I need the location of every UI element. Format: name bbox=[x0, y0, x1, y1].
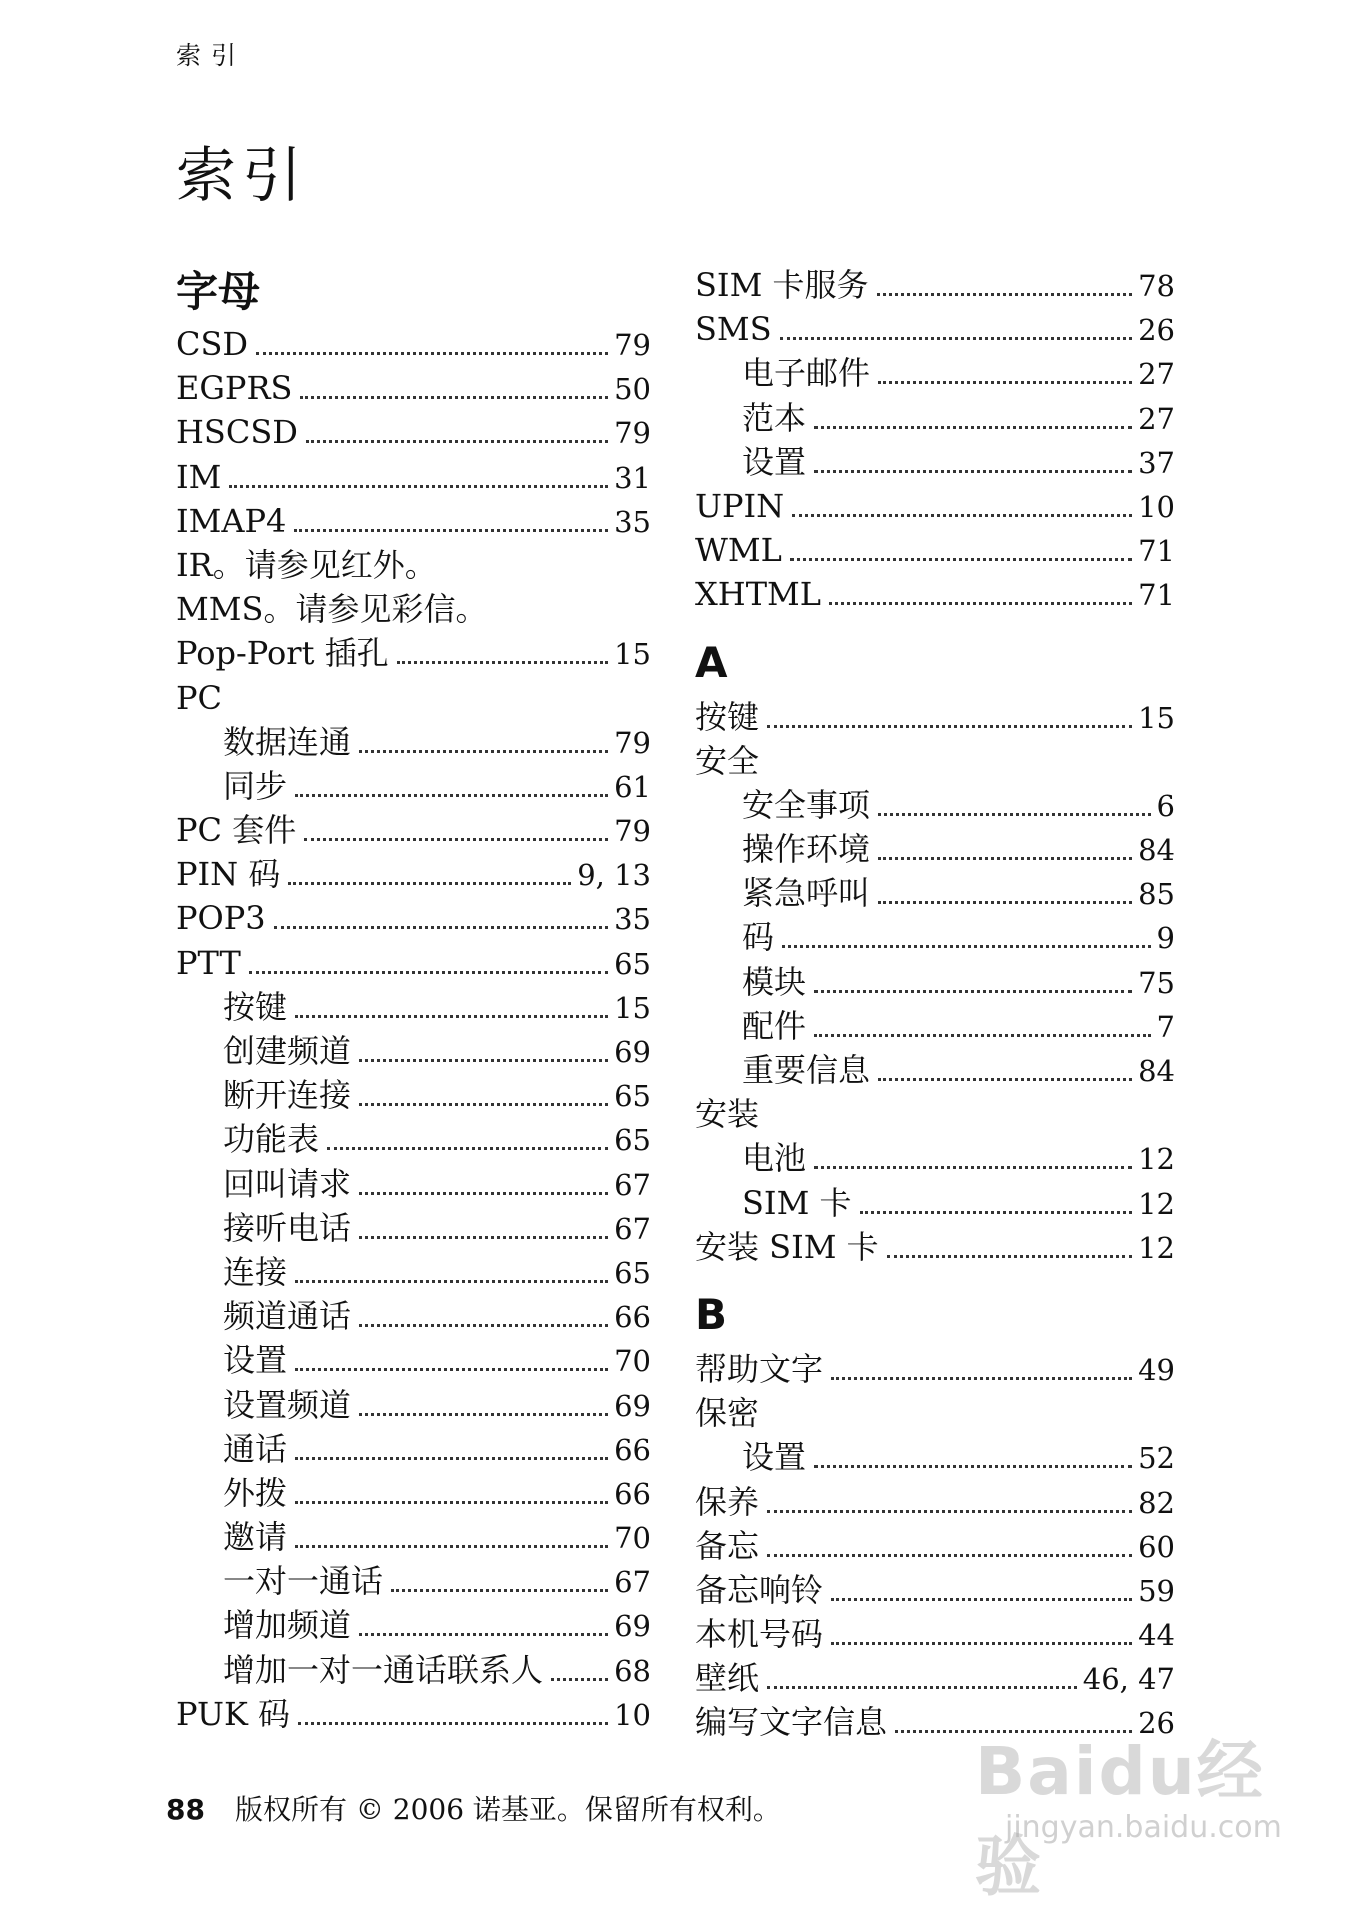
index-term: PIN 码 bbox=[176, 855, 281, 894]
index-entry bbox=[176, 808, 651, 852]
index-term: SMS bbox=[695, 310, 772, 349]
index-page-ref: 70 bbox=[614, 1521, 651, 1556]
index-entry bbox=[695, 1391, 1175, 1435]
index-term: 电子邮件 bbox=[742, 354, 871, 393]
index-page-ref: 60 bbox=[1138, 1529, 1175, 1564]
index-entry bbox=[176, 499, 651, 543]
index-subentry bbox=[176, 1117, 651, 1161]
index-page-ref: 15 bbox=[1138, 700, 1175, 735]
index-term: 增加一对一通话联系人 bbox=[223, 1650, 544, 1689]
index-term: 电池 bbox=[742, 1139, 807, 1178]
dot-leader bbox=[814, 1166, 1132, 1169]
index-page-ref: 67 bbox=[614, 1565, 651, 1600]
index-page-ref: 59 bbox=[1138, 1573, 1175, 1608]
index-entry bbox=[695, 1092, 1175, 1136]
index-subentry bbox=[176, 720, 651, 764]
dot-leader bbox=[359, 1103, 608, 1106]
index-list-b bbox=[695, 1347, 1175, 1745]
index-term: 设置频道 bbox=[223, 1385, 352, 1424]
index-page-ref: 26 bbox=[1138, 1706, 1175, 1741]
index-column-left bbox=[176, 260, 651, 1736]
index-page-ref: 70 bbox=[614, 1344, 651, 1379]
dot-leader bbox=[767, 725, 1132, 728]
index-term: PC 套件 bbox=[176, 811, 297, 850]
index-page-ref: 26 bbox=[1138, 313, 1175, 348]
section-heading-letters: 字母 bbox=[176, 267, 261, 316]
index-term: POP3 bbox=[176, 899, 266, 938]
index-term: UPIN bbox=[695, 486, 785, 525]
dot-leader bbox=[878, 381, 1132, 384]
index-page-ref: 15 bbox=[614, 637, 651, 672]
index-subentry bbox=[176, 1029, 651, 1073]
dot-leader bbox=[878, 857, 1132, 860]
index-page-ref: 69 bbox=[614, 1609, 651, 1644]
index-subentry bbox=[695, 871, 1175, 915]
index-subentry bbox=[176, 1559, 651, 1603]
index-subentry bbox=[176, 1294, 651, 1338]
dot-leader bbox=[814, 1034, 1151, 1037]
index-term: 创建频道 bbox=[223, 1032, 352, 1070]
index-list-continued bbox=[695, 263, 1175, 617]
index-page-ref: 66 bbox=[614, 1300, 651, 1335]
index-term: XHTML bbox=[695, 575, 822, 614]
index-term: 按键 bbox=[223, 987, 288, 1026]
index-page-ref: 68 bbox=[614, 1653, 651, 1688]
dot-leader bbox=[551, 1678, 608, 1681]
index-subentry bbox=[695, 1136, 1175, 1180]
index-page-ref: 66 bbox=[614, 1476, 651, 1511]
index-page-ref: 49 bbox=[1138, 1352, 1175, 1387]
dot-leader bbox=[249, 971, 608, 974]
index-term: 接听电话 bbox=[223, 1208, 352, 1247]
dot-leader bbox=[814, 1465, 1132, 1468]
dot-leader bbox=[792, 514, 1132, 517]
dot-leader bbox=[887, 1255, 1132, 1258]
index-term: CSD bbox=[176, 325, 249, 363]
index-term: EGPRS bbox=[176, 369, 293, 408]
index-subentry bbox=[176, 1648, 651, 1692]
index-page-ref: 66 bbox=[614, 1432, 651, 1467]
index-entry bbox=[695, 739, 1175, 783]
index-subentry bbox=[176, 1338, 651, 1382]
index-term: Pop-Port 插孔 bbox=[176, 634, 389, 673]
index-term: 范本 bbox=[742, 398, 807, 437]
page-footer bbox=[166, 1788, 781, 1828]
index-entry bbox=[695, 695, 1175, 739]
dot-leader bbox=[359, 1236, 608, 1239]
dot-leader bbox=[295, 1015, 608, 1018]
index-page-ref: 65 bbox=[614, 1123, 651, 1158]
dot-leader bbox=[767, 1686, 1077, 1689]
index-term: 编写文字信息 bbox=[695, 1703, 888, 1742]
index-term: 重要信息 bbox=[742, 1051, 871, 1089]
dot-leader bbox=[294, 529, 608, 532]
dot-leader bbox=[300, 396, 608, 399]
index-page-ref: 69 bbox=[614, 1388, 651, 1423]
copyright-notice: 版权所有 © 2006 诺基亚。保留所有权利。 bbox=[234, 1793, 781, 1826]
index-term: 连接 bbox=[223, 1252, 288, 1291]
index-page-ref: 52 bbox=[1138, 1441, 1175, 1476]
index-entry bbox=[176, 587, 651, 631]
index-term: 设置 bbox=[742, 442, 807, 481]
dot-leader bbox=[878, 813, 1151, 816]
index-entry bbox=[695, 1612, 1175, 1656]
index-page-ref: 79 bbox=[614, 725, 651, 760]
index-entry bbox=[695, 1656, 1175, 1700]
index-term: 通话 bbox=[223, 1429, 288, 1468]
dot-leader bbox=[359, 1633, 608, 1636]
index-page-ref: 12 bbox=[1138, 1142, 1175, 1177]
index-entry bbox=[176, 631, 651, 675]
dot-leader bbox=[359, 1192, 608, 1195]
index-subentry bbox=[695, 351, 1175, 395]
index-list-a bbox=[695, 695, 1175, 1269]
index-subentry bbox=[176, 1206, 651, 1250]
index-page-ref: 27 bbox=[1138, 401, 1175, 436]
dot-leader bbox=[782, 945, 1151, 948]
index-page-ref: 67 bbox=[614, 1211, 651, 1246]
index-term: 安全事项 bbox=[742, 785, 871, 824]
index-page-ref: 79 bbox=[614, 416, 651, 451]
dot-leader bbox=[359, 1413, 608, 1416]
index-term: 安全 bbox=[695, 741, 760, 780]
index-page-ref: 37 bbox=[1138, 445, 1175, 480]
dot-leader bbox=[295, 1545, 608, 1548]
index-term: 紧急呼叫 bbox=[742, 874, 871, 913]
index-term: SIM 卡服务 bbox=[695, 266, 869, 304]
index-subentry bbox=[176, 764, 651, 808]
index-term: 同步 bbox=[223, 766, 288, 805]
index-page-ref: 6 bbox=[1156, 788, 1175, 823]
index-term: 码 bbox=[742, 918, 775, 957]
index-term: HSCSD bbox=[176, 413, 298, 452]
dot-leader bbox=[327, 1147, 608, 1150]
dot-leader bbox=[831, 1377, 1132, 1380]
index-term: IM bbox=[176, 457, 222, 496]
index-term: 数据连通 bbox=[223, 722, 352, 761]
index-page-ref: 79 bbox=[614, 814, 651, 849]
dot-leader bbox=[359, 1059, 608, 1062]
index-term: WML bbox=[695, 531, 782, 570]
index-subentry bbox=[176, 1162, 651, 1206]
index-term: PC bbox=[176, 678, 223, 717]
dot-leader bbox=[295, 1457, 608, 1460]
dot-leader bbox=[295, 1501, 608, 1504]
index-term: 帮助文字 bbox=[695, 1349, 824, 1388]
index-term: MMS。请参见彩信。 bbox=[176, 590, 488, 629]
dot-leader bbox=[790, 558, 1132, 561]
index-page-ref: 78 bbox=[1138, 269, 1175, 303]
dot-leader bbox=[814, 426, 1132, 429]
dot-leader bbox=[359, 750, 608, 753]
dot-leader bbox=[397, 661, 608, 664]
dot-leader bbox=[359, 1324, 608, 1327]
index-page-ref: 79 bbox=[614, 328, 651, 362]
index-entry bbox=[176, 1692, 651, 1736]
index-entry bbox=[695, 307, 1175, 351]
index-page-ref: 44 bbox=[1138, 1618, 1175, 1653]
index-subentry bbox=[695, 440, 1175, 484]
index-page-ref: 10 bbox=[1138, 489, 1175, 524]
index-page-ref: 35 bbox=[614, 504, 651, 539]
index-subentry bbox=[695, 915, 1175, 959]
index-subentry bbox=[695, 783, 1175, 827]
index-term: 邀请 bbox=[223, 1518, 288, 1557]
index-entry bbox=[176, 322, 651, 366]
dot-leader bbox=[860, 1211, 1133, 1214]
watermark-logo: Baidu经验 bbox=[975, 1733, 1265, 1905]
index-page-ref: 65 bbox=[614, 1079, 651, 1114]
index-page-ref: 27 bbox=[1138, 357, 1175, 392]
index-term: 功能表 bbox=[223, 1120, 320, 1159]
index-page-ref: 75 bbox=[1138, 965, 1175, 1000]
index-entry bbox=[176, 410, 651, 454]
index-term: 一对一通话 bbox=[223, 1562, 384, 1601]
section-heading-b: B bbox=[695, 1289, 728, 1339]
index-subentry bbox=[695, 396, 1175, 440]
index-page-ref: 50 bbox=[614, 372, 651, 407]
index-entry bbox=[695, 528, 1175, 572]
dot-leader bbox=[306, 440, 608, 443]
index-term: IR。请参见红外。 bbox=[176, 545, 437, 584]
index-subentry bbox=[695, 1181, 1175, 1225]
index-page-ref: 10 bbox=[614, 1697, 651, 1732]
index-page-ref: 46, 47 bbox=[1082, 1662, 1175, 1697]
dot-leader bbox=[877, 293, 1133, 296]
index-entry bbox=[695, 572, 1175, 616]
index-term: 保密 bbox=[695, 1394, 760, 1433]
index-term: 设置 bbox=[742, 1438, 807, 1477]
index-page-ref: 85 bbox=[1138, 877, 1175, 912]
index-page-ref: 9 bbox=[1156, 921, 1175, 956]
running-header: 索引 bbox=[176, 41, 247, 70]
dot-leader bbox=[780, 337, 1132, 340]
index-subentry bbox=[176, 1471, 651, 1515]
index-term: 安装 bbox=[695, 1095, 760, 1134]
index-page-ref: 9, 13 bbox=[577, 858, 651, 893]
index-entry bbox=[695, 263, 1175, 307]
dot-leader bbox=[831, 1598, 1132, 1601]
index-page-ref: 12 bbox=[1138, 1230, 1175, 1265]
index-subentry bbox=[176, 1603, 651, 1647]
index-entry bbox=[695, 484, 1175, 528]
dot-leader bbox=[298, 1722, 608, 1725]
index-term: 按键 bbox=[695, 697, 760, 736]
dot-leader bbox=[878, 901, 1132, 904]
index-page-ref: 69 bbox=[614, 1035, 651, 1069]
index-page-ref: 84 bbox=[1138, 1054, 1175, 1088]
index-term: 操作环境 bbox=[742, 830, 871, 869]
index-subentry bbox=[176, 1515, 651, 1559]
index-term: 设置 bbox=[223, 1341, 288, 1380]
index-term: SIM 卡 bbox=[742, 1183, 852, 1222]
index-term: 保养 bbox=[695, 1482, 760, 1521]
index-term: 外拨 bbox=[223, 1473, 288, 1512]
watermark bbox=[975, 1718, 1295, 1905]
index-page-ref: 82 bbox=[1138, 1485, 1175, 1520]
index-page-ref: 7 bbox=[1156, 1009, 1175, 1044]
index-subentry bbox=[695, 1048, 1175, 1092]
index-entry bbox=[695, 1568, 1175, 1612]
index-entry bbox=[695, 1480, 1175, 1524]
index-entry bbox=[695, 1225, 1175, 1269]
dot-leader bbox=[767, 1510, 1132, 1513]
index-subentry bbox=[176, 1383, 651, 1427]
index-term: IMAP4 bbox=[176, 501, 287, 540]
index-subentry bbox=[176, 1250, 651, 1294]
dot-leader bbox=[295, 1368, 608, 1371]
section-heading-a: A bbox=[695, 637, 728, 687]
index-page-ref: 71 bbox=[1138, 578, 1175, 613]
index-term: 壁纸 bbox=[695, 1659, 760, 1698]
index-term: 本机号码 bbox=[695, 1615, 824, 1654]
index-entry bbox=[176, 941, 651, 985]
index-entry bbox=[695, 1347, 1175, 1391]
index-entry bbox=[176, 896, 651, 940]
dot-leader bbox=[767, 1554, 1132, 1557]
dot-leader bbox=[814, 990, 1132, 993]
index-term: 增加频道 bbox=[223, 1606, 352, 1645]
index-page-ref: 15 bbox=[614, 990, 651, 1025]
index-page-ref: 61 bbox=[614, 769, 651, 804]
dot-leader bbox=[256, 352, 608, 355]
index-term: 模块 bbox=[742, 962, 807, 1001]
index-page-ref: 67 bbox=[614, 1167, 651, 1202]
dot-leader bbox=[295, 794, 608, 797]
index-entry bbox=[695, 1524, 1175, 1568]
index-term: PUK 码 bbox=[176, 1694, 291, 1733]
index-entry bbox=[176, 852, 651, 896]
dot-leader bbox=[829, 602, 1132, 605]
index-term: 回叫请求 bbox=[223, 1164, 352, 1203]
index-page-ref: 12 bbox=[1138, 1186, 1175, 1221]
index-entry bbox=[176, 366, 651, 410]
index-list-letters bbox=[176, 322, 651, 1736]
index-term: 配件 bbox=[742, 1006, 807, 1045]
index-term: 安装 SIM 卡 bbox=[695, 1227, 879, 1266]
dot-leader bbox=[229, 485, 608, 488]
index-page-ref: 71 bbox=[1138, 534, 1175, 569]
index-subentry bbox=[695, 1435, 1175, 1479]
dot-leader bbox=[288, 882, 571, 885]
index-entry bbox=[176, 455, 651, 499]
index-subentry bbox=[176, 1073, 651, 1117]
dot-leader bbox=[878, 1078, 1132, 1081]
watermark-url: jingyan.baidu.com bbox=[1005, 1810, 1282, 1845]
index-page-ref: 84 bbox=[1138, 833, 1175, 868]
index-term: 断开连接 bbox=[223, 1076, 352, 1115]
index-entry bbox=[176, 543, 651, 587]
index-page-ref: 65 bbox=[614, 946, 651, 981]
index-page-ref: 31 bbox=[614, 460, 651, 495]
dot-leader bbox=[304, 838, 608, 841]
index-subentry bbox=[695, 960, 1175, 1004]
dot-leader bbox=[814, 470, 1132, 473]
dot-leader bbox=[391, 1589, 608, 1592]
dot-leader bbox=[295, 1280, 608, 1283]
index-page-ref: 35 bbox=[614, 902, 651, 937]
index-subentry bbox=[176, 985, 651, 1029]
index-term: 备忘 bbox=[695, 1526, 760, 1565]
index-term: 频道通话 bbox=[223, 1297, 352, 1336]
index-column-right bbox=[695, 263, 1175, 1745]
dot-leader bbox=[274, 926, 608, 929]
page-number: 88 bbox=[166, 1793, 205, 1826]
dot-leader bbox=[831, 1642, 1132, 1645]
index-term: 备忘响铃 bbox=[695, 1570, 824, 1609]
page-title: 索引 bbox=[176, 141, 308, 211]
index-subentry bbox=[695, 1004, 1175, 1048]
index-subentry bbox=[695, 827, 1175, 871]
index-term: PTT bbox=[176, 943, 241, 982]
index-subentry bbox=[176, 1427, 651, 1471]
index-entry bbox=[176, 676, 651, 720]
index-page-ref: 65 bbox=[614, 1255, 651, 1290]
